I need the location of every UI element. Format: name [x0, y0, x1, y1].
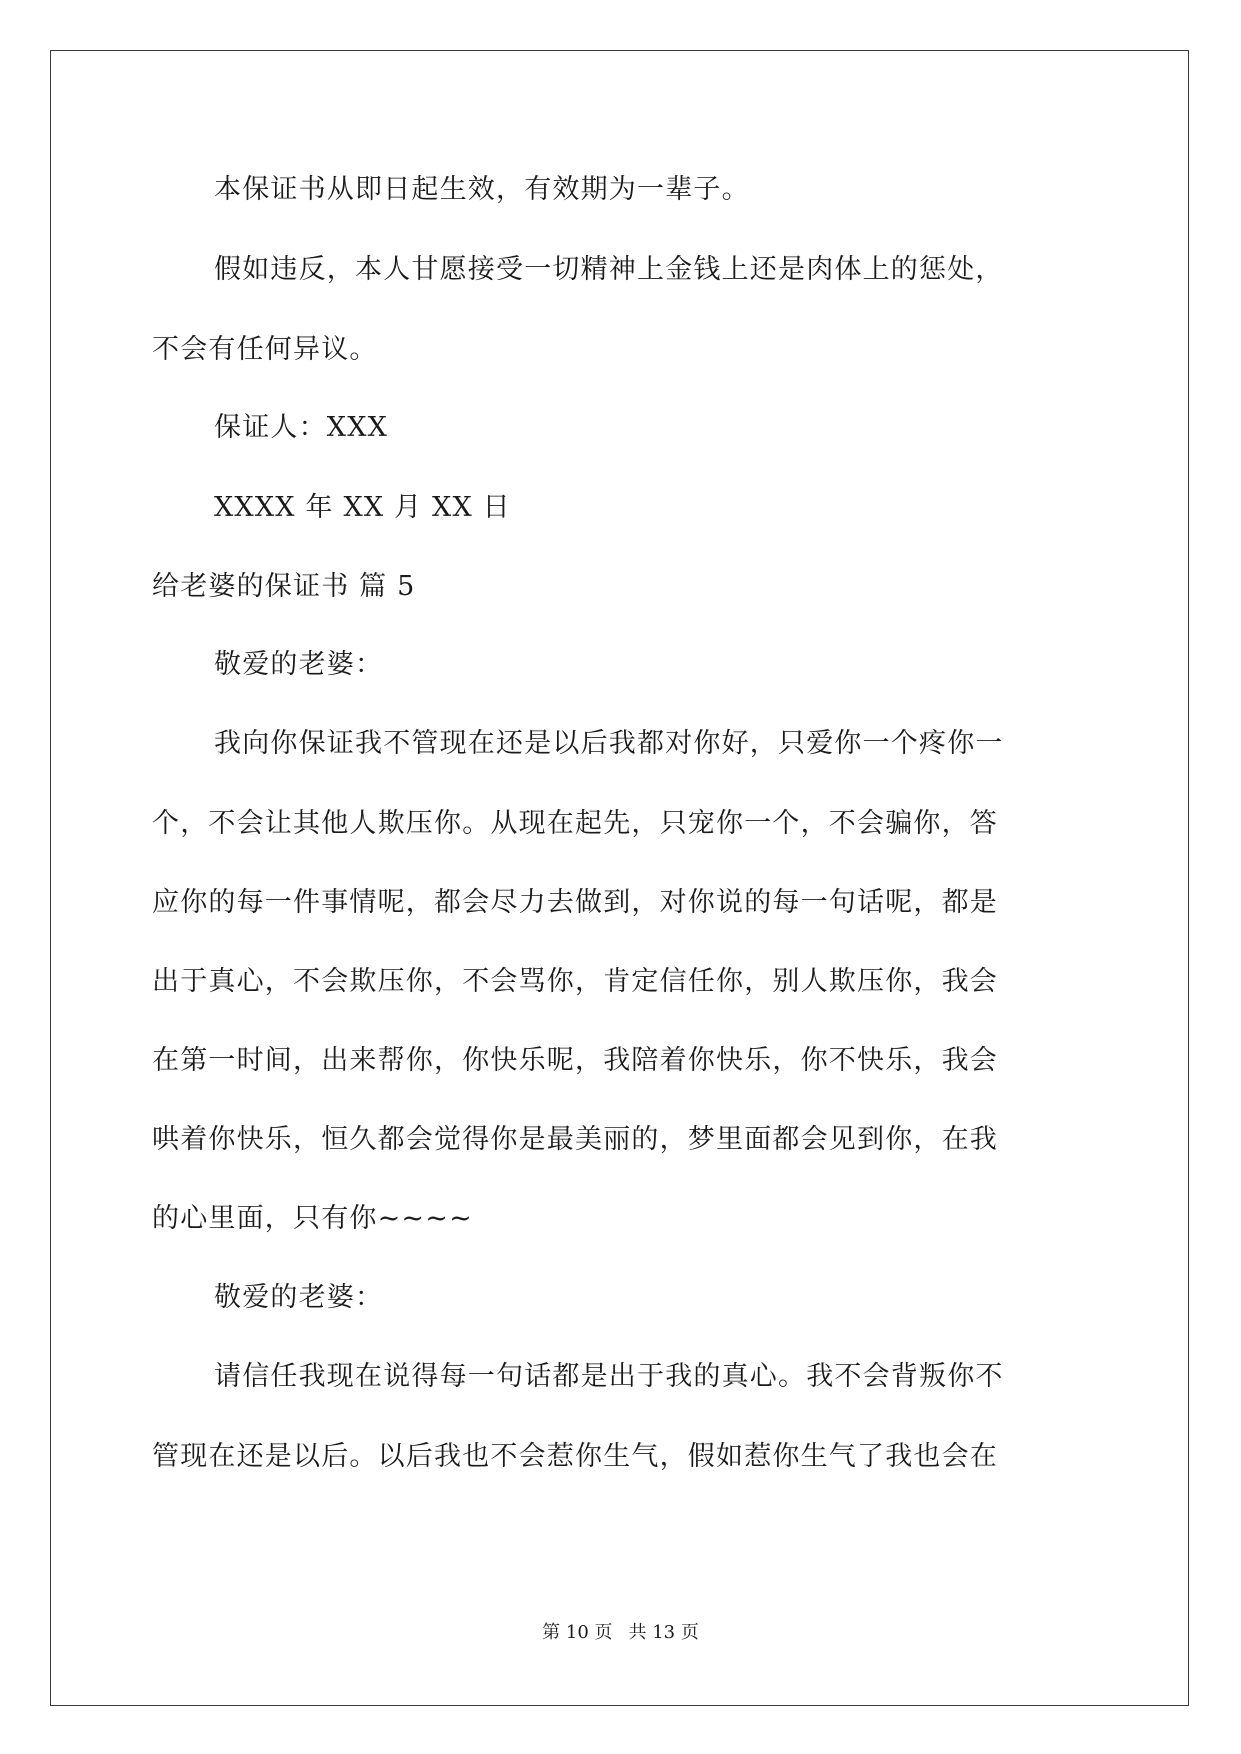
- page-footer: [0, 1621, 1241, 1645]
- paragraph-promise-line-5: 在第一时间，出来帮你，你快乐呢，我陪着你快乐，你不快乐，我会: [152, 1045, 998, 1076]
- date-line: XXXX 年 XX 月 XX 日: [214, 492, 511, 523]
- paragraph-promise-line-6: 哄着你快乐，恒久都会觉得你是最美丽的，梦里面都会见到你，在我: [152, 1124, 998, 1155]
- salutation-second: 敬爱的老婆：: [214, 1282, 384, 1313]
- paragraph-promise-line-2: 个，不会让其他人欺压你。从现在起先，只宠你一个，不会骗你，答: [152, 808, 998, 839]
- paragraph-trust-line-2: 管现在还是以后。以后我也不会惹你生气，假如惹你生气了我也会在: [152, 1441, 998, 1472]
- paragraph-trust-line-1: 请信任我现在说得每一句话都是出于我的真心。我不会背叛你不: [214, 1361, 1004, 1392]
- paragraph-promise-line-3: 应你的每一件事情呢，都会尽力去做到，对你说的每一句话呢，都是: [152, 887, 998, 918]
- paragraph-violation-line-2: 不会有任何异议。: [152, 334, 378, 365]
- page-number: 第 10 页: [542, 1622, 613, 1643]
- salutation: 敬爱的老婆：: [214, 649, 384, 680]
- paragraph-promise-line-1: 我向你保证我不管现在还是以后我都对你好，只爱你一个疼你一: [214, 728, 1004, 759]
- section-title: 给老婆的保证书 篇 5: [152, 571, 416, 602]
- paragraph-effective-date: 本保证书从即日起生效，有效期为一辈子。: [214, 174, 750, 205]
- paragraph-violation-line-1: 假如违反，本人甘愿接受一切精神上金钱上还是肉体上的惩处，: [214, 254, 1004, 285]
- paragraph-promise-line-7: 的心里面，只有你~~~~: [152, 1203, 473, 1234]
- page-total: 共 13 页: [628, 1622, 699, 1643]
- paragraph-promise-line-4: 出于真心，不会欺压你，不会骂你，肯定信任你，别人欺压你，我会: [152, 966, 998, 997]
- guarantor-line: 保证人：XXX: [214, 412, 389, 443]
